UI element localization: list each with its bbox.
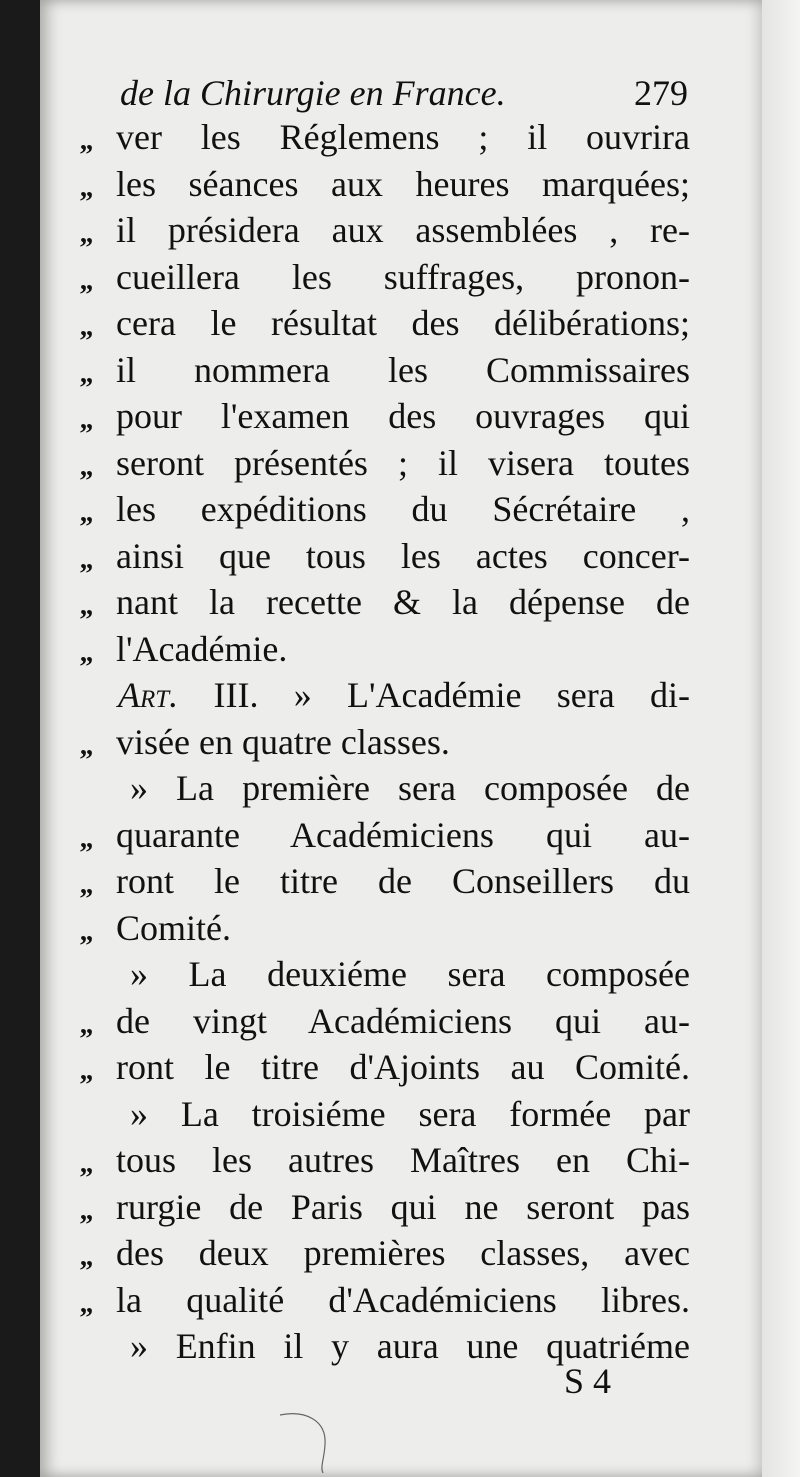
- line-text: » Enfin il y aura une quatriéme: [130, 1326, 690, 1366]
- text-line: [80, 626, 690, 673]
- text-line: [80, 533, 690, 580]
- line-text: » La deuxiéme sera composée: [130, 954, 690, 994]
- line-text: il présidera aux assemblées , re-: [116, 210, 690, 250]
- signature-mark: S 4: [564, 1361, 612, 1401]
- text-line: [80, 440, 690, 487]
- text-line: [80, 114, 690, 161]
- quote-mark: ,,: [80, 497, 92, 528]
- text-line: [80, 254, 690, 301]
- quote-mark: ,,: [80, 218, 92, 249]
- line-text: de vingt Académiciens qui au-: [116, 1000, 690, 1041]
- quote-mark: ,,: [80, 357, 92, 389]
- line-text: cueillera les suffrages, pronon-: [116, 256, 690, 297]
- line-text: il nommera les Commissaires: [116, 349, 690, 390]
- text-line: [80, 1091, 690, 1138]
- text-line: [80, 1137, 690, 1184]
- line-text: rurgie de Paris qui ne seront pas: [116, 1186, 690, 1227]
- text-line: [80, 300, 690, 347]
- article-label: Art.: [118, 675, 179, 715]
- quote-mark: ,,: [80, 1241, 92, 1272]
- page-header: [120, 72, 688, 116]
- line-text: tous les autres Maîtres en Chi-: [116, 1140, 690, 1180]
- line-text: quarante Académiciens qui au-: [116, 814, 690, 855]
- text-line: [80, 672, 690, 719]
- quote-mark: ,,: [80, 822, 92, 854]
- quote-mark: ,,: [80, 636, 92, 668]
- text-line: [80, 1044, 690, 1091]
- line-text: seront présentés ; il visera toutes: [116, 442, 690, 483]
- quote-mark: ,,: [80, 869, 92, 900]
- quote-mark: ,,: [80, 404, 92, 435]
- quote-mark: ,,: [80, 264, 92, 296]
- text-line: [80, 1230, 690, 1277]
- text-line: [80, 719, 690, 766]
- line-text: visée en quatre classes.: [116, 721, 450, 762]
- line-text: » La troisiéme sera formée par: [130, 1093, 690, 1134]
- quote-mark: ,,: [80, 1008, 92, 1040]
- text-line: [80, 161, 690, 208]
- quote-mark: ,,: [80, 543, 92, 575]
- quote-mark: ,,: [80, 311, 92, 342]
- line-text: ainsi que tous les actes concer-: [116, 535, 690, 576]
- text-line: [80, 347, 690, 394]
- line-text: nant la recette & la dépense de: [116, 582, 690, 622]
- text-line: [80, 207, 690, 254]
- quote-mark: ,,: [80, 1194, 92, 1226]
- article-text: III. » L'Académie sera di-: [178, 675, 690, 715]
- line-text: Comité.: [116, 907, 231, 948]
- line-text: pour l'examen des ouvrages qui: [116, 396, 690, 436]
- running-title: de la Chirurgie en France.: [120, 73, 506, 113]
- text-line: [80, 393, 690, 440]
- line-text: l'Académie.: [116, 628, 288, 669]
- text-line: [80, 486, 690, 533]
- quote-mark: ,,: [80, 171, 92, 203]
- text-line: [80, 765, 690, 812]
- line-text: les séances aux heures marquées;: [116, 163, 690, 204]
- quote-mark: ,,: [80, 1148, 92, 1179]
- quote-mark: ,,: [80, 1055, 92, 1086]
- page-number: 279: [634, 73, 688, 113]
- quote-mark: ,,: [80, 729, 92, 761]
- line-text: » La première sera composée de: [130, 768, 690, 808]
- text-line: [80, 812, 690, 859]
- text-line: [80, 951, 690, 998]
- quote-mark: ,,: [80, 125, 92, 156]
- text-line: [80, 1184, 690, 1231]
- line-text: les expéditions du Sécrétaire ,: [116, 489, 690, 529]
- line-text: ront le titre de Conseillers du: [116, 861, 690, 901]
- page-edge: [762, 0, 800, 1477]
- line-text: [118, 672, 690, 718]
- text-line: [80, 1277, 690, 1324]
- line-text: la qualité d'Académiciens libres.: [116, 1279, 690, 1320]
- text-line: [80, 579, 690, 626]
- line-text: cera le résultat des délibérations;: [116, 303, 690, 343]
- text-line: [80, 858, 690, 905]
- quote-mark: ,,: [80, 915, 92, 947]
- text-line: [80, 905, 690, 952]
- quote-mark: ,,: [80, 1287, 92, 1319]
- line-text: ront le titre d'Ajoints au Comité.: [116, 1047, 690, 1087]
- body-text: [80, 114, 690, 1370]
- line-text: des deux premières classes, avec: [116, 1233, 690, 1273]
- pencil-mark-icon: [275, 1405, 335, 1475]
- quote-mark: ,,: [80, 450, 92, 482]
- quote-mark: ,,: [80, 590, 92, 621]
- text-line: [80, 998, 690, 1045]
- line-text: ver les Réglemens ; il ouvrira: [116, 117, 690, 157]
